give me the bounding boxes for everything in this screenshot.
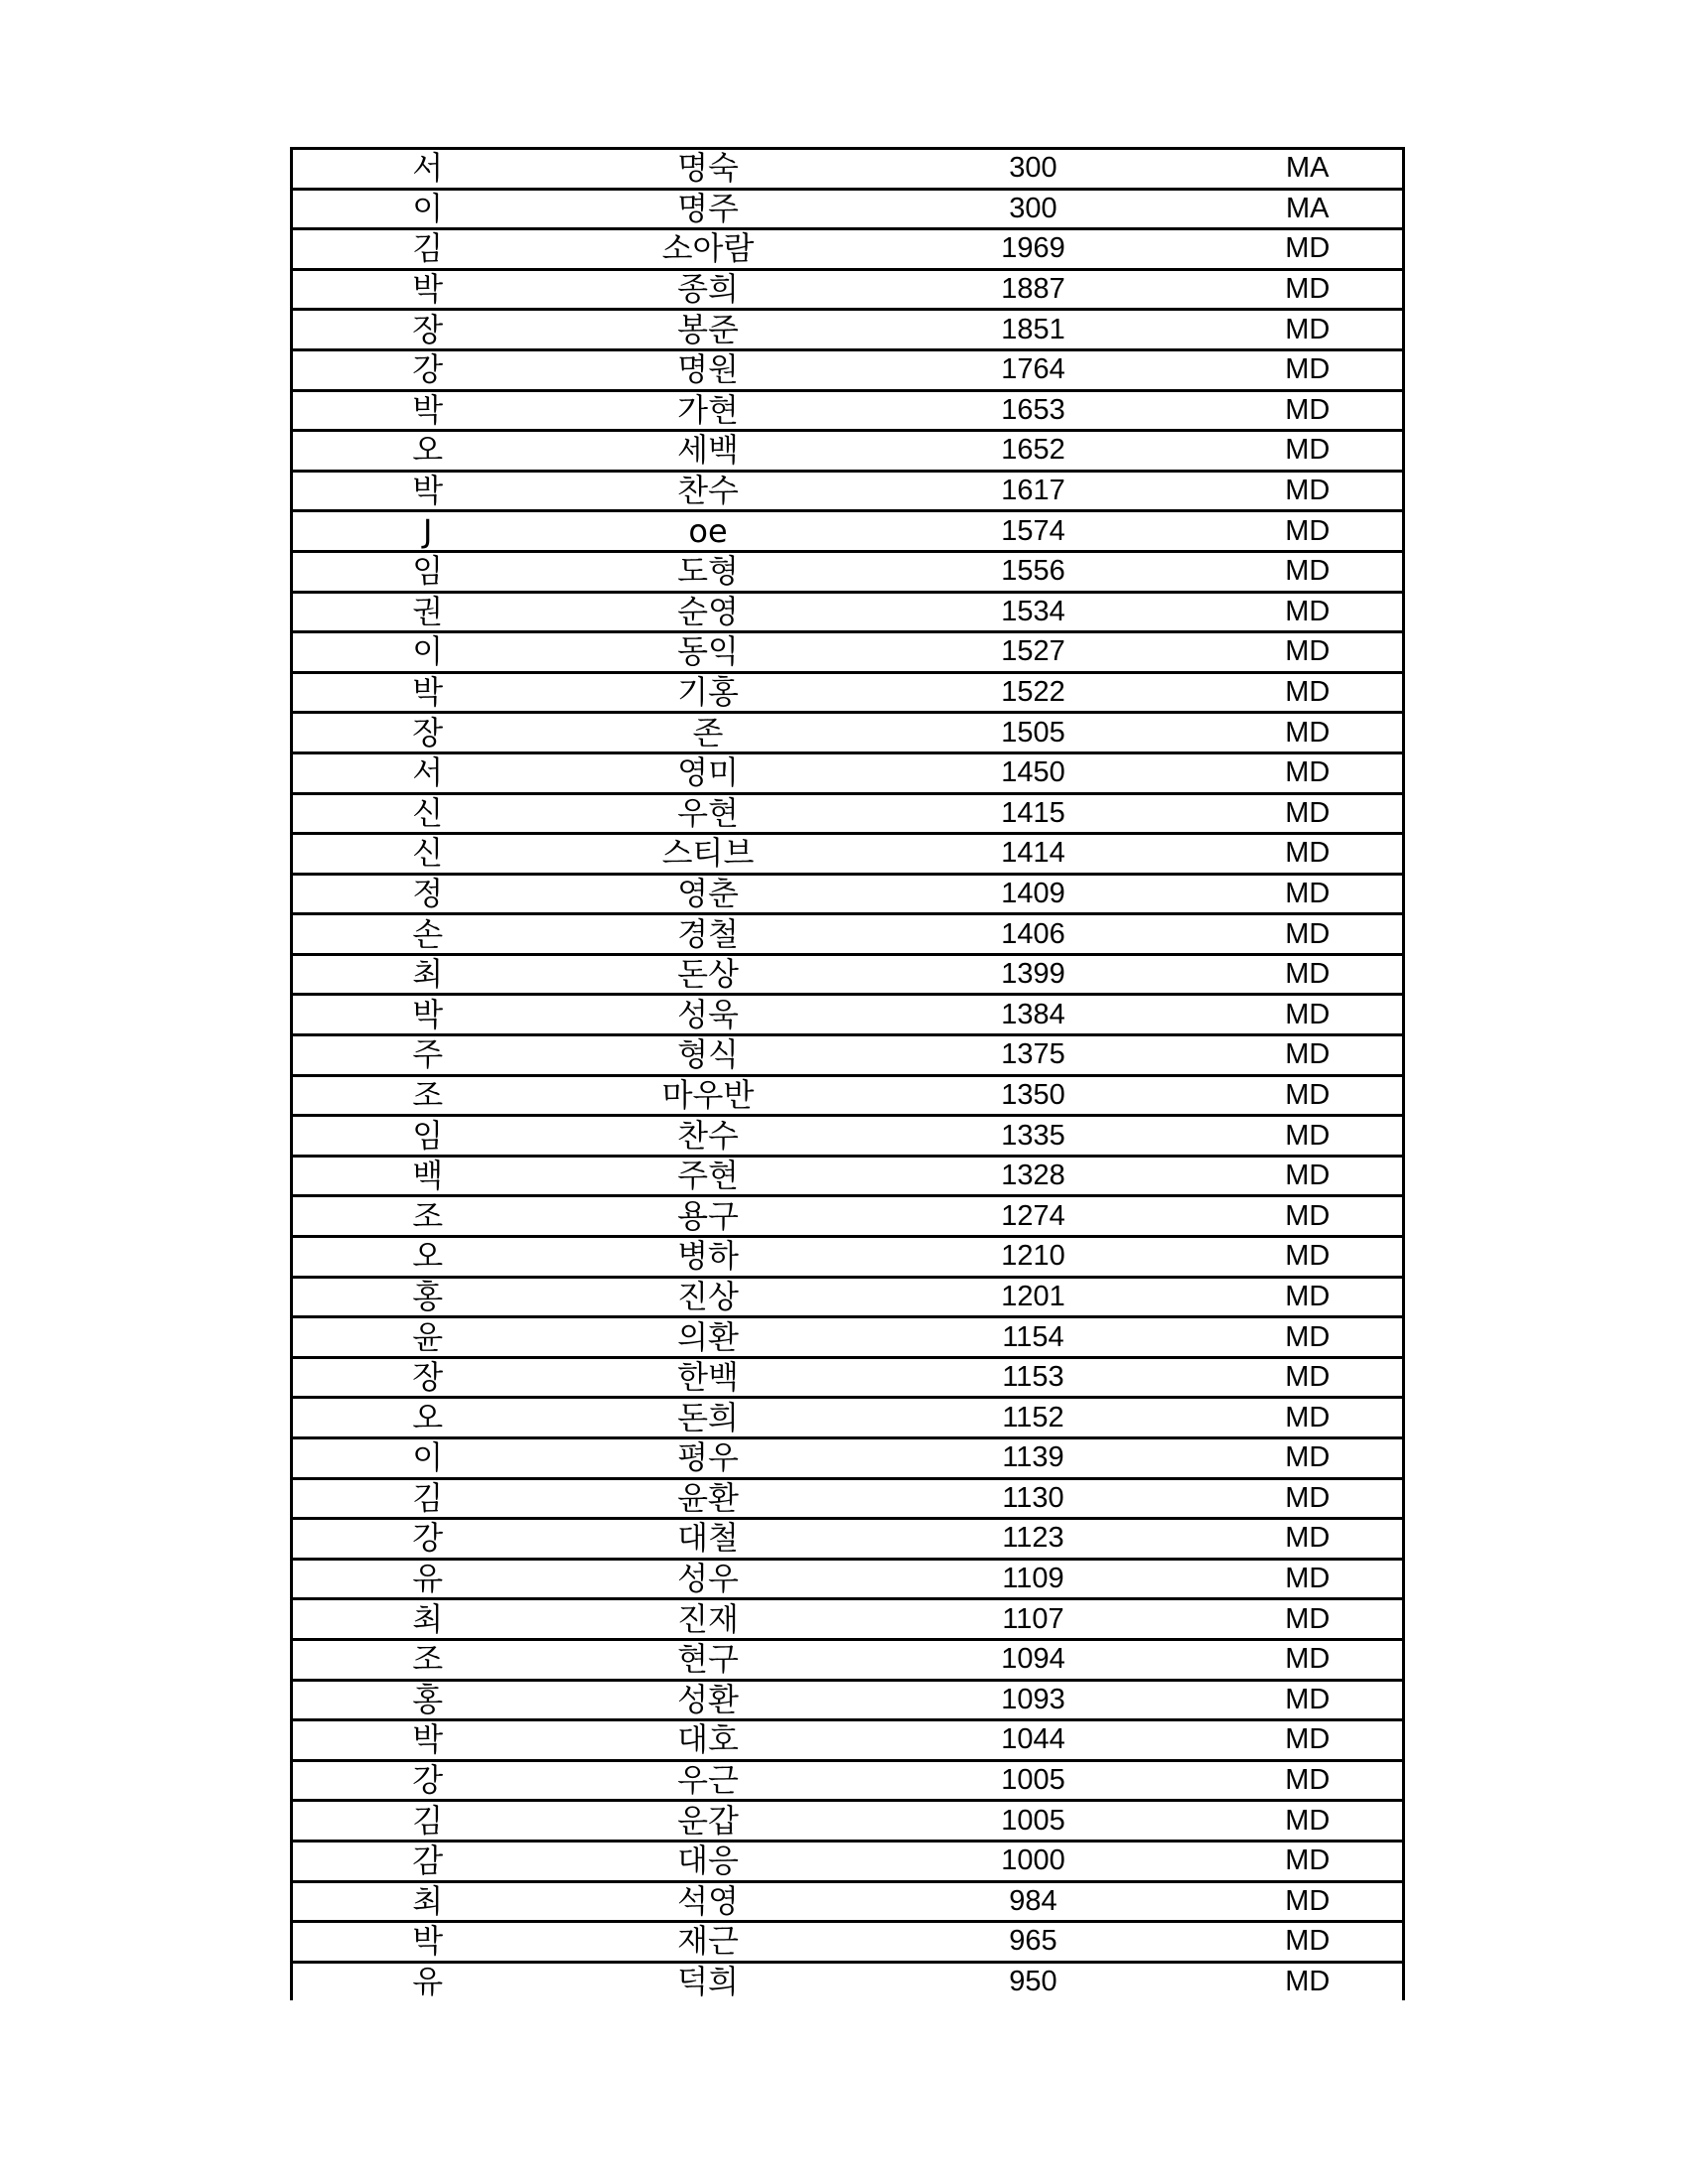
given-name-cell: 기홍 — [563, 672, 854, 713]
code-cell: MD — [1213, 1035, 1404, 1076]
given-name-cell: 용구 — [563, 1196, 854, 1237]
table-row — [292, 672, 1404, 713]
given-name-cell: 현구 — [563, 1639, 854, 1680]
amount-cell: 1653 — [854, 390, 1213, 431]
amount-cell: 1399 — [854, 954, 1213, 995]
given-name-cell: 영미 — [563, 752, 854, 793]
table-row — [292, 834, 1404, 875]
table-row — [292, 1196, 1404, 1237]
surname-cell: 오 — [292, 431, 563, 472]
given-name-cell: 우현 — [563, 793, 854, 834]
given-name-cell: 스티브 — [563, 834, 854, 875]
amount-cell: 1274 — [854, 1196, 1213, 1237]
given-name-cell: 진재 — [563, 1599, 854, 1640]
surname-cell: 박 — [292, 1720, 563, 1761]
given-name-cell: 돈희 — [563, 1398, 854, 1438]
code-cell: MD — [1213, 471, 1404, 511]
amount-cell: 1652 — [854, 431, 1213, 472]
amount-cell: 1328 — [854, 1156, 1213, 1196]
surname-cell: 박 — [292, 1922, 563, 1963]
amount-cell: 1109 — [854, 1559, 1213, 1599]
table-body — [292, 149, 1404, 2001]
code-cell: MD — [1213, 1237, 1404, 1278]
amount-cell: 1130 — [854, 1478, 1213, 1519]
surname-cell: 김 — [292, 1801, 563, 1842]
surname-cell: 임 — [292, 1116, 563, 1157]
given-name-cell: 석영 — [563, 1881, 854, 1922]
amount-cell: 984 — [854, 1881, 1213, 1922]
given-name-cell: 성우 — [563, 1559, 854, 1599]
surname-cell: 정 — [292, 874, 563, 914]
surname-cell: 박 — [292, 995, 563, 1035]
table-row — [292, 592, 1404, 632]
table-row — [292, 471, 1404, 511]
surname-cell: 신 — [292, 834, 563, 875]
code-cell: MD — [1213, 431, 1404, 472]
code-cell: MD — [1213, 1116, 1404, 1157]
amount-cell: 1851 — [854, 310, 1213, 350]
surname-cell: 조 — [292, 1196, 563, 1237]
amount-cell: 1154 — [854, 1317, 1213, 1358]
code-cell: MD — [1213, 1357, 1404, 1398]
amount-cell: 1534 — [854, 592, 1213, 632]
table-row — [292, 1841, 1404, 1881]
given-name-cell: 가현 — [563, 390, 854, 431]
given-name-cell: 명주 — [563, 189, 854, 229]
table-row — [292, 1962, 1404, 2000]
amount-cell: 1764 — [854, 349, 1213, 390]
amount-cell: 300 — [854, 149, 1213, 190]
surname-cell: 윤 — [292, 1317, 563, 1358]
given-name-cell: 돈상 — [563, 954, 854, 995]
surname-cell: 홍 — [292, 1277, 563, 1317]
code-cell: MD — [1213, 1720, 1404, 1761]
table-row — [292, 1720, 1404, 1761]
given-name-cell: 한백 — [563, 1357, 854, 1398]
table-row — [292, 390, 1404, 431]
code-cell: MD — [1213, 793, 1404, 834]
code-cell: MA — [1213, 149, 1404, 190]
code-cell: MD — [1213, 914, 1404, 955]
given-name-cell: 순영 — [563, 592, 854, 632]
surname-cell: 오 — [292, 1237, 563, 1278]
amount-cell: 1107 — [854, 1599, 1213, 1640]
surname-cell: 최 — [292, 1881, 563, 1922]
surname-cell: 주 — [292, 1035, 563, 1076]
code-cell: MD — [1213, 310, 1404, 350]
code-cell: MD — [1213, 1317, 1404, 1358]
code-cell: MD — [1213, 1881, 1404, 1922]
given-name-cell: 소아람 — [563, 229, 854, 270]
code-cell: MD — [1213, 1559, 1404, 1599]
given-name-cell: 도형 — [563, 551, 854, 592]
code-cell: MD — [1213, 1760, 1404, 1801]
given-name-cell: 윤환 — [563, 1478, 854, 1519]
amount-cell: 1406 — [854, 914, 1213, 955]
surname-cell: 이 — [292, 1438, 563, 1479]
table-row — [292, 1881, 1404, 1922]
amount-cell: 1094 — [854, 1639, 1213, 1680]
table-row — [292, 1075, 1404, 1116]
code-cell: MD — [1213, 1398, 1404, 1438]
code-cell: MD — [1213, 752, 1404, 793]
code-cell: MD — [1213, 229, 1404, 270]
amount-cell: 1375 — [854, 1035, 1213, 1076]
surname-cell: 손 — [292, 914, 563, 955]
code-cell: MD — [1213, 954, 1404, 995]
code-cell: MD — [1213, 1801, 1404, 1842]
code-cell: MD — [1213, 1478, 1404, 1519]
given-name-cell: 봉준 — [563, 310, 854, 350]
surname-cell: 조 — [292, 1075, 563, 1116]
given-name-cell: 세백 — [563, 431, 854, 472]
surname-cell: 강 — [292, 1519, 563, 1560]
amount-cell: 1450 — [854, 752, 1213, 793]
table-row — [292, 1438, 1404, 1479]
surname-cell: 서 — [292, 752, 563, 793]
code-cell: MD — [1213, 269, 1404, 310]
surname-cell: 장 — [292, 713, 563, 753]
amount-cell: 1574 — [854, 511, 1213, 552]
code-cell: MD — [1213, 1962, 1404, 2000]
surname-cell: 유 — [292, 1962, 563, 2000]
surname-cell: 이 — [292, 189, 563, 229]
given-name-cell: 진상 — [563, 1277, 854, 1317]
given-name-cell: oe — [563, 511, 854, 552]
table-row — [292, 1519, 1404, 1560]
code-cell: MD — [1213, 1438, 1404, 1479]
surname-cell: 유 — [292, 1559, 563, 1599]
code-cell: MD — [1213, 834, 1404, 875]
surname-cell: 박 — [292, 471, 563, 511]
code-cell: MD — [1213, 511, 1404, 552]
table-row — [292, 349, 1404, 390]
given-name-cell: 성환 — [563, 1680, 854, 1720]
table-row — [292, 713, 1404, 753]
given-name-cell: 재근 — [563, 1922, 854, 1963]
amount-cell: 1153 — [854, 1357, 1213, 1398]
code-cell: MD — [1213, 1196, 1404, 1237]
table-row — [292, 1559, 1404, 1599]
amount-cell: 1527 — [854, 632, 1213, 673]
surname-cell: 조 — [292, 1639, 563, 1680]
surname-cell: 백 — [292, 1156, 563, 1196]
given-name-cell: 동익 — [563, 632, 854, 673]
amount-cell: 1123 — [854, 1519, 1213, 1560]
table-row — [292, 1478, 1404, 1519]
table-row — [292, 954, 1404, 995]
code-cell: MD — [1213, 1639, 1404, 1680]
given-name-cell: 명원 — [563, 349, 854, 390]
given-name-cell: 대철 — [563, 1519, 854, 1560]
code-cell: MD — [1213, 349, 1404, 390]
table-row — [292, 229, 1404, 270]
table-row — [292, 1398, 1404, 1438]
document-page — [290, 147, 1402, 2000]
given-name-cell: 성욱 — [563, 995, 854, 1035]
surname-cell: 강 — [292, 349, 563, 390]
amount-cell: 1350 — [854, 1075, 1213, 1116]
surname-cell: 이 — [292, 632, 563, 673]
surname-cell: 오 — [292, 1398, 563, 1438]
amount-cell: 300 — [854, 189, 1213, 229]
given-name-cell: 마우반 — [563, 1075, 854, 1116]
given-name-cell: 우근 — [563, 1760, 854, 1801]
table-row — [292, 1156, 1404, 1196]
amount-cell: 1384 — [854, 995, 1213, 1035]
given-name-cell: 경철 — [563, 914, 854, 955]
table-row — [292, 874, 1404, 914]
amount-cell: 1415 — [854, 793, 1213, 834]
table-row — [292, 1116, 1404, 1157]
table-row — [292, 1599, 1404, 1640]
given-name-cell: 찬수 — [563, 1116, 854, 1157]
surname-cell: 장 — [292, 310, 563, 350]
given-name-cell: 형식 — [563, 1035, 854, 1076]
given-name-cell: 영춘 — [563, 874, 854, 914]
surname-cell: 홍 — [292, 1680, 563, 1720]
code-cell: MD — [1213, 1075, 1404, 1116]
surname-cell: 박 — [292, 672, 563, 713]
code-cell: MD — [1213, 874, 1404, 914]
given-name-cell: 평우 — [563, 1438, 854, 1479]
given-name-cell: 덕희 — [563, 1962, 854, 2000]
given-name-cell: 명숙 — [563, 149, 854, 190]
amount-cell: 1201 — [854, 1277, 1213, 1317]
code-cell: MD — [1213, 995, 1404, 1035]
surname-cell: 박 — [292, 269, 563, 310]
table-row — [292, 1035, 1404, 1076]
amount-cell: 1414 — [854, 834, 1213, 875]
surname-cell: 장 — [292, 1357, 563, 1398]
surname-cell: 최 — [292, 954, 563, 995]
code-cell: MD — [1213, 1156, 1404, 1196]
code-cell: MD — [1213, 672, 1404, 713]
surname-cell: 김 — [292, 1478, 563, 1519]
surname-cell: 감 — [292, 1841, 563, 1881]
amount-cell: 1335 — [854, 1116, 1213, 1157]
amount-cell: 1139 — [854, 1438, 1213, 1479]
amount-cell: 1044 — [854, 1720, 1213, 1761]
surname-cell: 권 — [292, 592, 563, 632]
data-table — [290, 147, 1405, 2000]
table-row — [292, 793, 1404, 834]
amount-cell: 1522 — [854, 672, 1213, 713]
amount-cell: 1152 — [854, 1398, 1213, 1438]
amount-cell: 1005 — [854, 1760, 1213, 1801]
code-cell: MA — [1213, 189, 1404, 229]
amount-cell: 965 — [854, 1922, 1213, 1963]
surname-cell: 강 — [292, 1760, 563, 1801]
code-cell: MD — [1213, 1519, 1404, 1560]
surname-cell: 박 — [292, 390, 563, 431]
table-row — [292, 632, 1404, 673]
table-row — [292, 1357, 1404, 1398]
code-cell: MD — [1213, 1922, 1404, 1963]
given-name-cell: 종희 — [563, 269, 854, 310]
surname-cell: 임 — [292, 551, 563, 592]
code-cell: MD — [1213, 390, 1404, 431]
surname-cell: J — [292, 511, 563, 552]
given-name-cell: 주현 — [563, 1156, 854, 1196]
code-cell: MD — [1213, 592, 1404, 632]
surname-cell: 서 — [292, 149, 563, 190]
code-cell: MD — [1213, 713, 1404, 753]
table-row — [292, 752, 1404, 793]
code-cell: MD — [1213, 1599, 1404, 1640]
table-row — [292, 1237, 1404, 1278]
table-row — [292, 149, 1404, 190]
code-cell: MD — [1213, 551, 1404, 592]
code-cell: MD — [1213, 1841, 1404, 1881]
given-name-cell: 병하 — [563, 1237, 854, 1278]
amount-cell: 1556 — [854, 551, 1213, 592]
given-name-cell: 운갑 — [563, 1801, 854, 1842]
table-row — [292, 1639, 1404, 1680]
amount-cell: 1505 — [854, 713, 1213, 753]
table-row — [292, 914, 1404, 955]
table-row — [292, 551, 1404, 592]
given-name-cell: 대호 — [563, 1720, 854, 1761]
table-row — [292, 431, 1404, 472]
code-cell: MD — [1213, 632, 1404, 673]
amount-cell: 1887 — [854, 269, 1213, 310]
surname-cell: 김 — [292, 229, 563, 270]
code-cell: MD — [1213, 1277, 1404, 1317]
surname-cell: 신 — [292, 793, 563, 834]
amount-cell: 1000 — [854, 1841, 1213, 1881]
amount-cell: 1617 — [854, 471, 1213, 511]
table-row — [292, 269, 1404, 310]
amount-cell: 1093 — [854, 1680, 1213, 1720]
given-name-cell: 존 — [563, 713, 854, 753]
table-row — [292, 511, 1404, 552]
amount-cell: 1409 — [854, 874, 1213, 914]
table-row — [292, 189, 1404, 229]
given-name-cell: 찬수 — [563, 471, 854, 511]
given-name-cell: 대응 — [563, 1841, 854, 1881]
table-row — [292, 1317, 1404, 1358]
amount-cell: 950 — [854, 1962, 1213, 2000]
table-row — [292, 1760, 1404, 1801]
given-name-cell: 의환 — [563, 1317, 854, 1358]
table-row — [292, 1922, 1404, 1963]
table-row — [292, 1680, 1404, 1720]
amount-cell: 1005 — [854, 1801, 1213, 1842]
surname-cell: 최 — [292, 1599, 563, 1640]
code-cell: MD — [1213, 1680, 1404, 1720]
table-row — [292, 1277, 1404, 1317]
amount-cell: 1210 — [854, 1237, 1213, 1278]
table-row — [292, 1801, 1404, 1842]
table-row — [292, 310, 1404, 350]
amount-cell: 1969 — [854, 229, 1213, 270]
table-row — [292, 995, 1404, 1035]
